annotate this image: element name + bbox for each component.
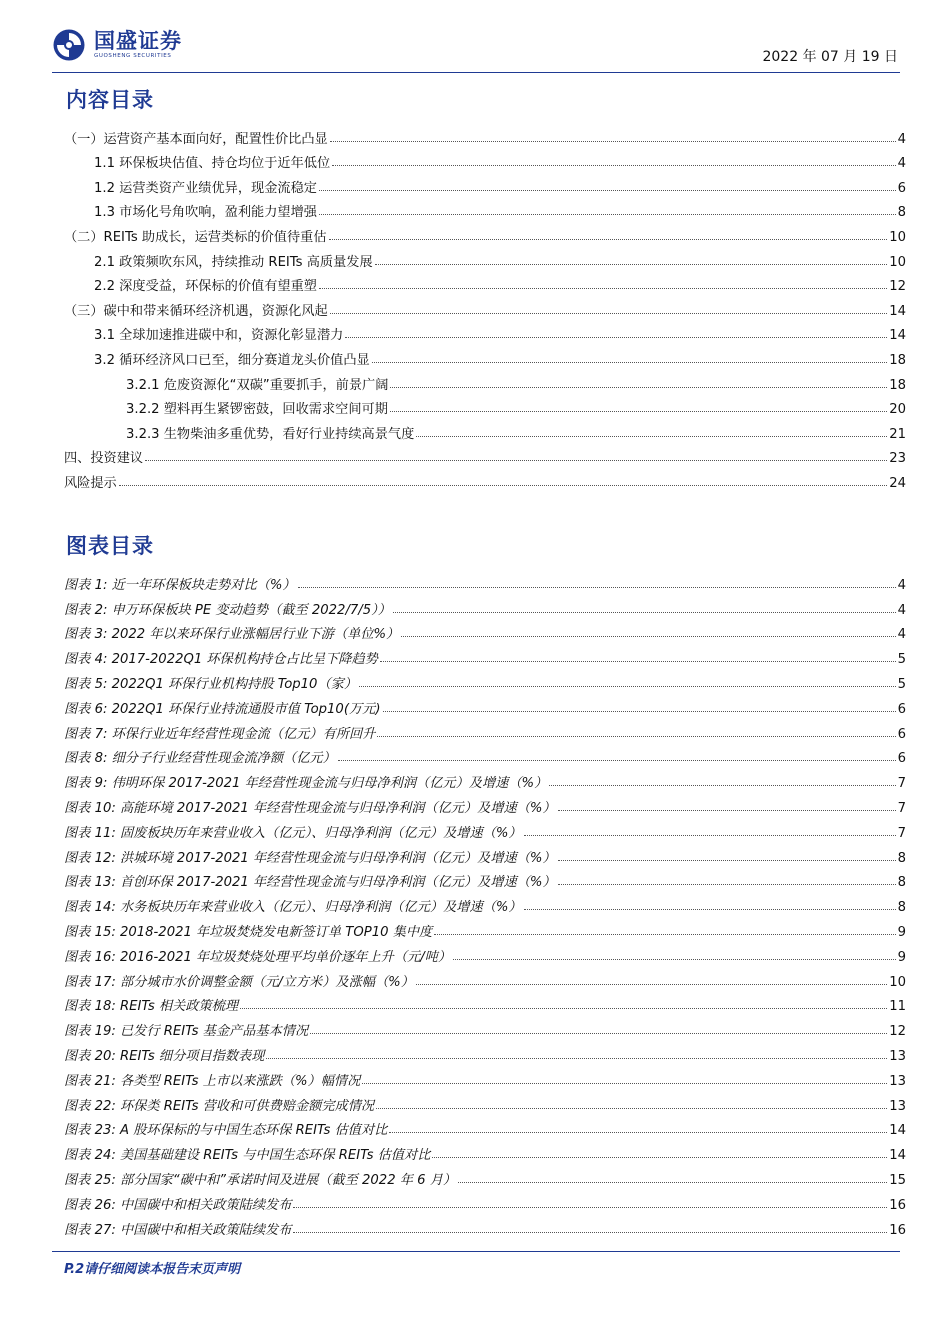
figures-list [64, 568, 906, 1238]
toc-entry[interactable] [64, 245, 906, 270]
figure-entry-page: 7 [897, 825, 906, 841]
toc-entry[interactable] [64, 147, 906, 172]
toc-entry[interactable] [64, 220, 906, 245]
toc-entry-label: 3.2.1 危废资源化“双碳”重要抓手，前景广阔 [126, 377, 389, 393]
figure-entry[interactable] [64, 642, 906, 667]
figure-entry[interactable] [64, 618, 906, 643]
figure-entry-label: 图表 23: A 股环保标的与中国生态环保 REITs 估值对比 [64, 1123, 388, 1139]
figure-entry[interactable] [64, 667, 906, 692]
figure-entry[interactable] [64, 692, 906, 717]
company-logo [52, 28, 182, 62]
figure-entry-label: 图表 24: 美国基础建设 REITs 与中国生态环保 REITs 估值对比 [64, 1148, 431, 1164]
figure-entry-label: 图表 14: 水务板块历年来营业收入（亿元）、归母净利润（亿元）及增速（%） [64, 900, 522, 916]
toc-entry-label: 3.2.3 生物柴油多重优势，看好行业持续高景气度 [126, 426, 415, 442]
figure-entry[interactable] [64, 841, 906, 866]
dot-leader [524, 909, 896, 910]
dot-leader [359, 686, 896, 687]
toc-entry-label: （二）REITs 助成长，运营类标的价值待重估 [64, 229, 327, 245]
figure-entry-page: 14 [889, 1148, 906, 1164]
toc-entry[interactable] [64, 417, 906, 442]
figure-entry-label: 图表 11: 固废板块历年来营业收入（亿元）、归母净利润（亿元）及增速（%） [64, 825, 522, 841]
toc-entry[interactable] [64, 294, 906, 319]
figure-entry-label: 图表 19: 已发行 REITs 基金产品基本情况 [64, 1024, 309, 1040]
toc-entry-page: 23 [889, 451, 906, 467]
figure-entry[interactable] [64, 568, 906, 593]
page-header [52, 28, 900, 72]
disclaimer-notice: 请仔细阅读本报告末页声明 [84, 1262, 241, 1277]
figure-entry-page: 6 [897, 701, 906, 717]
toc-entry-page: 4 [897, 131, 906, 147]
toc-entry-label: 3.1 全球加速推进碳中和，资源化彰显潜力 [94, 328, 344, 344]
figure-entry-page: 13 [889, 1073, 906, 1089]
figure-entry-page: 11 [889, 999, 906, 1015]
dot-leader [393, 612, 896, 613]
toc-entry-page: 6 [897, 180, 906, 196]
figure-entry-page: 14 [889, 1123, 906, 1139]
dot-leader [372, 362, 887, 363]
toc-entry-label: 2.2 深度受益，环保标的价值有望重塑 [94, 279, 317, 295]
dot-leader [240, 1008, 887, 1009]
toc-entry-page: 24 [889, 475, 906, 491]
dot-leader [432, 1157, 887, 1158]
figure-entry-page: 10 [889, 974, 906, 990]
dot-leader [345, 337, 887, 338]
dot-leader [293, 1232, 887, 1233]
figure-entry-label: 图表 7: 环保行业近年经营性现金流（亿元）有所回升 [64, 726, 376, 742]
logo-mark-icon [52, 28, 86, 62]
toc-entry[interactable] [64, 270, 906, 295]
figure-entry-page: 4 [897, 577, 906, 593]
figure-entry-label: 图表 15: 2018-2021 年垃圾焚烧发电新签订单 TOP10 集中度 [64, 924, 433, 940]
figure-entry-label: 图表 26: 中国碳中和相关政策陆续发布 [64, 1197, 292, 1213]
figure-entry[interactable] [64, 717, 906, 742]
toc-entry[interactable] [64, 319, 906, 344]
figure-entry-page: 7 [897, 800, 906, 816]
dot-leader [453, 959, 896, 960]
figure-entry-label: 图表 4: 2017-2022Q1 环保机构持仓占比呈下降趋势 [64, 652, 378, 668]
figure-entry-page: 6 [897, 726, 906, 742]
dot-leader [362, 1083, 887, 1084]
figure-entry-label: 图表 5: 2022Q1 环保行业机构持股 Top10（家） [64, 676, 358, 692]
toc-entry-label: 1.2 运营类资产业绩优异，现金流稳定 [94, 180, 317, 196]
page-footer [64, 1258, 240, 1277]
toc-entry-label: 2.1 政策频吹东风，持续推动 REITs 高质量发展 [94, 254, 373, 270]
toc-entry-page: 10 [889, 254, 906, 270]
figure-entry-page: 8 [897, 900, 906, 916]
toc-entry[interactable] [64, 343, 906, 368]
figure-entry-label: 图表 8: 细分子行业经营性现金流净额（亿元） [64, 751, 336, 767]
toc-entry-label: 风险提示 [64, 475, 117, 491]
figure-entry-page: 6 [897, 751, 906, 767]
dot-leader [549, 785, 895, 786]
dot-leader [329, 239, 888, 240]
toc-entry[interactable] [64, 196, 906, 221]
figure-entry[interactable] [64, 1064, 906, 1089]
figure-entry[interactable] [64, 990, 906, 1015]
figure-entry[interactable] [64, 791, 906, 816]
dot-leader [266, 1058, 887, 1059]
dot-leader [338, 760, 896, 761]
toc-entry-page: 18 [889, 377, 906, 393]
toc-entry-page: 4 [897, 156, 906, 172]
figure-entry-page: 16 [889, 1197, 906, 1213]
dot-leader [558, 884, 896, 885]
figure-entry[interactable] [64, 915, 906, 940]
toc-entry-page: 14 [889, 328, 906, 344]
toc-entry-label: 四、投资建议 [64, 451, 144, 467]
dot-leader [330, 141, 896, 142]
figure-entry[interactable] [64, 940, 906, 965]
page-number: P.2 [64, 1262, 85, 1277]
figure-entry-page: 4 [897, 602, 906, 618]
toc-entry-label: 3.2.2 塑料再生紧锣密鼓，回收需求空间可期 [126, 402, 388, 418]
dot-leader [319, 190, 896, 191]
figure-entry-page: 5 [897, 652, 906, 668]
figure-entry-label: 图表 1: 近一年环保板块走势对比（%） [64, 577, 296, 593]
toc-entry-label: （一）运营资产基本面向好，配置性价比凸显 [64, 131, 328, 147]
figure-entry-label: 图表 13: 首创环保 2017-2021 年经营性现金流与归母净利润（亿元）及增速（%） [64, 875, 556, 891]
dot-leader [389, 1132, 887, 1133]
figure-entry-label: 图表 21: 各类型 REITs 上市以来涨跌（%）幅情况 [64, 1073, 361, 1089]
dot-leader [145, 460, 887, 461]
dot-leader [293, 1207, 887, 1208]
dot-leader [434, 934, 895, 935]
toc-entry[interactable] [64, 122, 906, 147]
dot-leader [298, 587, 896, 588]
figure-entry-label: 图表 9: 伟明环保 2017-2021 年经营性现金流与归母净利润（亿元）及增速（%） [64, 776, 548, 792]
toc-entry-page: 10 [889, 229, 906, 245]
figure-entry-label: 图表 18: REITs 相关政策梳理 [64, 999, 239, 1015]
dot-leader [458, 1182, 887, 1183]
toc-entry-page: 14 [889, 303, 906, 319]
figure-entry-label: 图表 10: 高能环境 2017-2021 年经营性现金流与归母净利润（亿元）及增速（%） [64, 800, 556, 816]
logo-name-en: GUOSHENG SECURITIES [94, 53, 172, 59]
figure-entry[interactable] [64, 1213, 906, 1238]
dot-leader [376, 1108, 887, 1109]
contents-list [64, 122, 906, 491]
figure-entry-page: 9 [897, 924, 906, 940]
figure-entry-page: 12 [889, 1024, 906, 1040]
figure-entry-page: 13 [889, 1048, 906, 1064]
figure-entry[interactable] [64, 1188, 906, 1213]
figure-entry-page: 13 [889, 1098, 906, 1114]
dot-leader [380, 661, 896, 662]
figure-entry[interactable] [64, 816, 906, 841]
figure-entry-label: 图表 22: 环保类 REITs 营收和可供费赔金额完成情况 [64, 1098, 375, 1114]
toc-entry-page: 21 [889, 426, 906, 442]
figure-entry[interactable] [64, 1039, 906, 1064]
logo-name-cn: 国盛证券 [94, 29, 182, 53]
toc-entry-label: （三）碳中和带来循环经济机遇，资源化风起 [64, 303, 328, 319]
dot-leader [330, 313, 887, 314]
toc-entry-label: 1.1 环保板块估值、持仓均位于近年低位 [94, 156, 331, 172]
report-date: 2022 年 07 月 19 日 [762, 49, 898, 65]
toc-entry-page: 18 [889, 352, 906, 368]
figure-entry[interactable] [64, 1014, 906, 1039]
dot-leader [310, 1033, 887, 1034]
figure-entry-page: 5 [897, 676, 906, 692]
toc-entry-page: 12 [889, 279, 906, 295]
toc-entry-page: 8 [897, 205, 906, 221]
dot-leader [558, 860, 896, 861]
footer-divider [52, 1251, 900, 1252]
dot-leader [375, 264, 888, 265]
toc-entry[interactable] [64, 171, 906, 196]
figure-entry-page: 16 [889, 1222, 906, 1238]
figure-entry[interactable] [64, 890, 906, 915]
figure-entry-page: 9 [897, 949, 906, 965]
dot-leader [319, 288, 887, 289]
figure-entry-page: 7 [897, 776, 906, 792]
figure-entry[interactable] [64, 593, 906, 618]
figure-entry[interactable] [64, 965, 906, 990]
toc-entry-label: 3.2 循环经济风口已至，细分赛道龙头价值凸显 [94, 352, 370, 368]
figure-entry-label: 图表 2: 申万环保板块 PE 变动趋势（截至 2022/7/5）） [64, 602, 391, 618]
toc-entry[interactable] [64, 393, 906, 418]
dot-leader [558, 810, 896, 811]
figure-entry-label: 图表 17: 部分城市水价调整金额（元/立方米）及涨幅（%） [64, 974, 414, 990]
figure-entry[interactable] [64, 1163, 906, 1188]
dot-leader [416, 436, 887, 437]
figure-entry[interactable] [64, 1089, 906, 1114]
dot-leader [390, 411, 887, 412]
toc-entry[interactable] [64, 442, 906, 467]
dot-leader [524, 835, 896, 836]
figure-entry[interactable] [64, 866, 906, 891]
dot-leader [383, 711, 896, 712]
figure-entry[interactable] [64, 766, 906, 791]
figure-entry[interactable] [64, 1138, 906, 1163]
dot-leader [401, 636, 895, 637]
dot-leader [416, 984, 887, 985]
toc-entry[interactable] [64, 466, 906, 491]
figure-entry-label: 图表 16: 2016-2021 年垃圾焚烧处理平均单价逐年上升（元/吨） [64, 949, 452, 965]
figure-entry-page: 8 [897, 850, 906, 866]
dot-leader [332, 165, 895, 166]
figure-entry[interactable] [64, 1114, 906, 1139]
figure-entry-label: 图表 3: 2022 年以来环保行业涨幅居行业下游（单位%） [64, 627, 400, 643]
figure-entry-label: 图表 20: REITs 细分项目指数表现 [64, 1048, 265, 1064]
figure-entry-page: 4 [897, 627, 906, 643]
figures-title: 图表目录 [66, 534, 154, 558]
figure-entry-page: 15 [889, 1172, 906, 1188]
figure-entry-page: 8 [897, 875, 906, 891]
figure-entry[interactable] [64, 742, 906, 767]
figure-entry-label: 图表 12: 洪城环境 2017-2021 年经营性现金流与归母净利润（亿元）及增速（%） [64, 850, 556, 866]
dot-leader [390, 387, 887, 388]
figure-entry-label: 图表 27: 中国碳中和相关政策陆续发布 [64, 1222, 292, 1238]
dot-leader [319, 214, 896, 215]
toc-entry[interactable] [64, 368, 906, 393]
dot-leader [119, 485, 887, 486]
figure-entry-label: 图表 6: 2022Q1 环保行业持流通股市值 Top10(万元) [64, 701, 381, 717]
toc-entry-label: 1.3 市场化号角吹响，盈利能力望增强 [94, 205, 317, 221]
dot-leader [377, 736, 895, 737]
figure-entry-label: 图表 25: 部分国家“碳中和”承诺时间及进展（截至 2022 年 6 月） [64, 1172, 457, 1188]
toc-title: 内容目录 [66, 88, 154, 112]
header-divider [52, 72, 900, 73]
toc-entry-page: 20 [889, 402, 906, 418]
